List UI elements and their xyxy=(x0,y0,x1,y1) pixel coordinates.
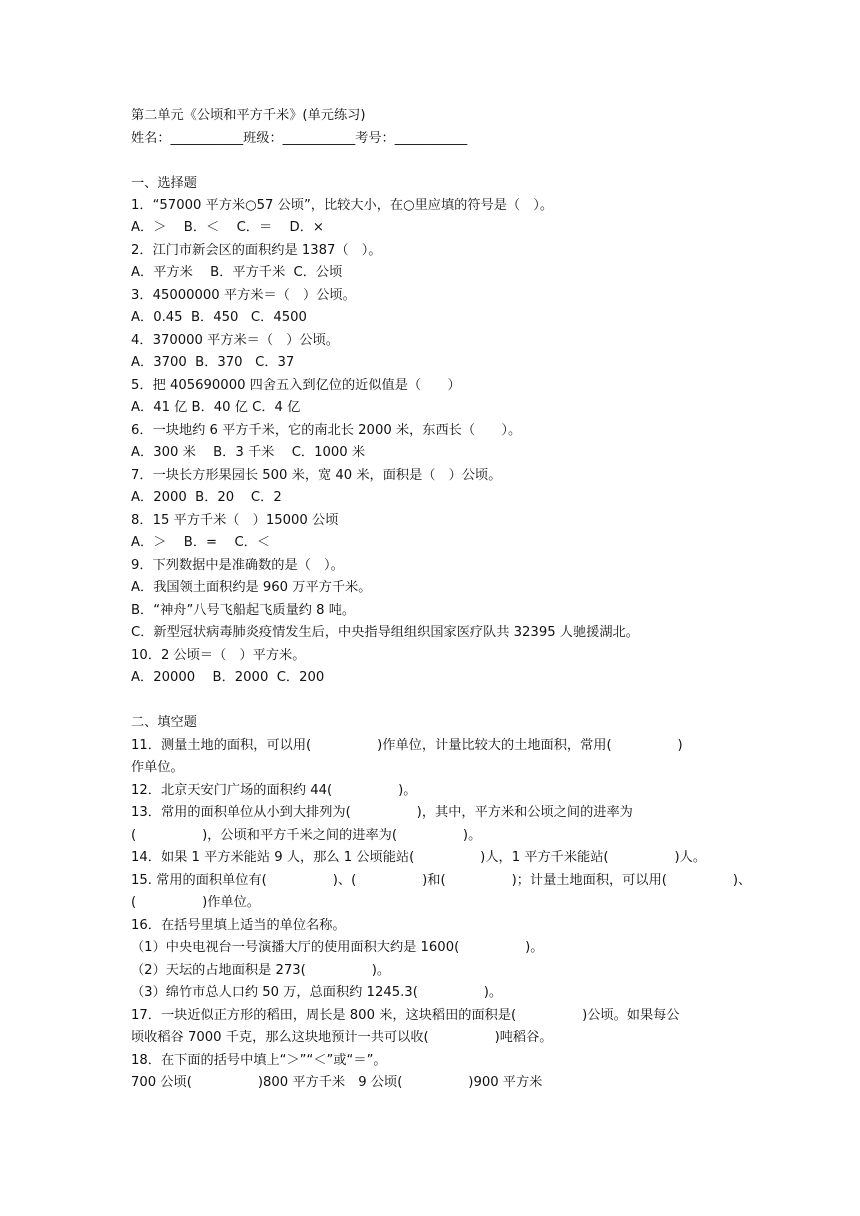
question-line: 顷收稻谷 7000 千克，那么这块地预计一共可以收( )吨稻谷。 xyxy=(131,1030,553,1045)
question-line: 9．下列数据中是准确数的是（ ）。 xyxy=(131,558,344,573)
options-line: A．20000 B．2000 C．200 xyxy=(131,670,325,685)
section-heading-choice: 一、选择题 xyxy=(131,176,197,191)
options-line: A．300 米 B．3 千米 C．1000 米 xyxy=(131,445,366,460)
question-line: ( )，公顷和平方千米之间的进率为( )。 xyxy=(131,828,482,843)
question-line: 12．北京天安门广场的面积约 44( )。 xyxy=(131,783,417,798)
sub-question-line: （2）天坛的占地面积是 273( )。 xyxy=(131,963,391,978)
options-line: C．新型冠状病毒肺炎疫情发生后，中央指导组组织国家医疗队共 32395 人驰援湖北。 xyxy=(131,625,639,640)
sub-question-line: （1）中央电视台一号演播大厅的使用面积大约是 1600( )。 xyxy=(131,940,544,955)
question-line: 18．在下面的括号中填上“＞”“＜”或“＝”。 xyxy=(131,1053,387,1068)
options-line: A．0.45 B．450 C．4500 xyxy=(131,310,307,325)
question-line: 2．江门市新会区的面积约是 1387（ ）。 xyxy=(131,243,382,258)
question-line: 4．370000 平方米＝（ ）公顷。 xyxy=(131,333,339,348)
student-info-line: 姓名：___________班级：___________考号：___________ xyxy=(131,131,468,146)
question-line: 6．一块地约 6 平方千米，它的南北长 2000 米，东西长（ ）。 xyxy=(131,423,522,438)
question-line: 16．在括号里填上适当的单位名称。 xyxy=(131,918,346,933)
question-line: 3．45000000 平方米＝（ ）公顷。 xyxy=(131,288,356,303)
question-line: 17．一块近似正方形的稻田，周长是 800 米，这块稻田的面积是( )公顷。如果每公 xyxy=(131,1008,680,1023)
question-line: 作单位。 xyxy=(131,760,184,775)
question-line: 11．测量土地的面积，可以用( )作单位，计量比较大的土地面积，常用( ) xyxy=(131,738,683,753)
question-line: 8．15 平方千米（ ）15000 公顷 xyxy=(131,513,339,528)
question-line: 14．如果 1 平方米能站 9 人，那么 1 公顷能站( )人，1 平方千米能站( )人。 xyxy=(131,850,707,865)
options-line: A．＞ B．＜ C．＝ D．× xyxy=(131,220,324,235)
question-line: 10．2 公顷＝（ ）平方米。 xyxy=(131,648,306,663)
options-line: A．2000 B．20 C．2 xyxy=(131,490,282,505)
question-line: 1．“57000 平方米○57 公顷”，比较大小，在○里应填的符号是（ ）。 xyxy=(131,198,554,213)
question-line: ( )作单位。 xyxy=(131,895,260,910)
options-line: A．我国领土面积约是 960 万平方千米。 xyxy=(131,580,372,595)
question-line: 7．一块长方形果园长 500 米，宽 40 米，面积是（ ）公顷。 xyxy=(131,468,502,483)
question-line: 15. 常用的面积单位有( )、( )和( )；计量土地面积，可以用( )、 xyxy=(131,873,752,888)
worksheet-title: 第二单元《公顷和平方千米》(单元练习) xyxy=(131,108,366,123)
options-line: A．＞ B．= C．＜ xyxy=(131,535,271,550)
section-heading-fill: 二、填空题 xyxy=(131,715,197,730)
options-line: B．“神舟”八号飞船起飞质量约 8 吨。 xyxy=(131,603,356,618)
question-line: 5．把 405690000 四舍五入到亿位的近似值是（ ） xyxy=(131,378,461,393)
options-line: A．平方米 B．平方千米 C．公顷 xyxy=(131,265,343,280)
question-line: 13．常用的面积单位从小到大排列为( )，其中，平方米和公顷之间的进率为 xyxy=(131,805,633,820)
question-line: 700 公顷( )800 平方千米 9 公顷( )900 平方米 xyxy=(131,1075,543,1090)
sub-question-line: （3）绵竹市总人口约 50 万，总面积约 1245.3( )。 xyxy=(131,985,503,1000)
options-line: A．3700 B．370 C．37 xyxy=(131,355,295,370)
options-line: A．41 亿 B．40 亿 C．4 亿 xyxy=(131,400,301,415)
